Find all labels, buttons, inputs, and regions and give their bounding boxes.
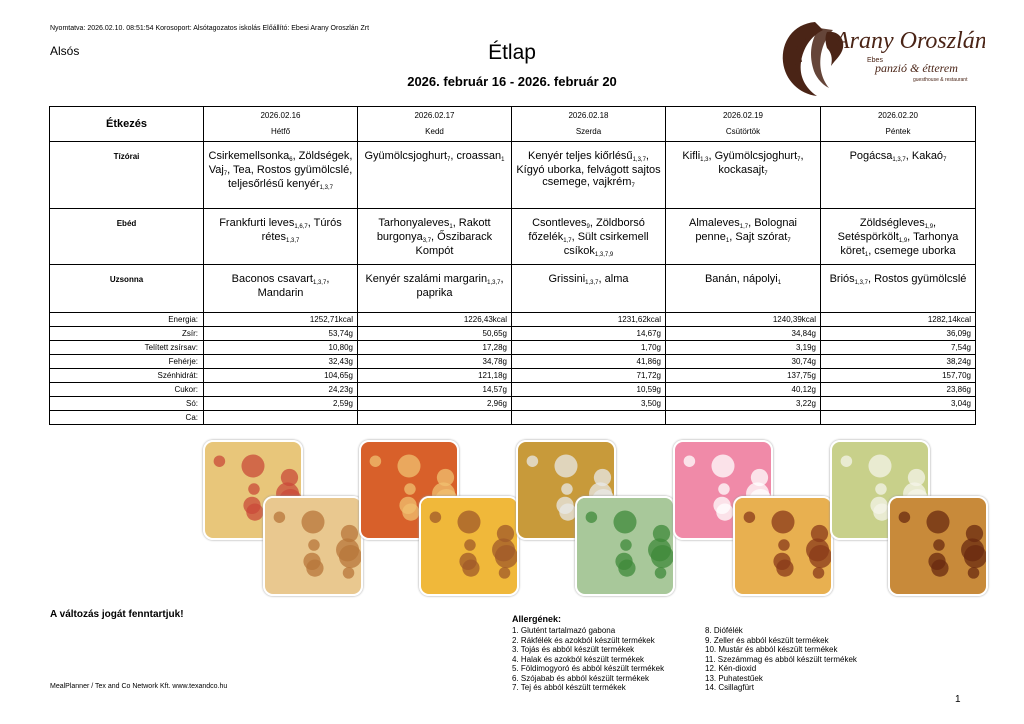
page-title: Étlap	[488, 41, 536, 64]
allergen-item: 13. Puhatestűek	[705, 673, 763, 683]
allergen-code: 1,3,7,9	[594, 252, 614, 258]
nutrition-value	[358, 411, 512, 425]
menu-table	[49, 106, 976, 425]
allergen-code: 1,3	[700, 157, 709, 163]
allergen-item: 8. Diófélék	[705, 626, 743, 635]
nutrition-row	[50, 397, 976, 411]
meal-row	[50, 265, 976, 313]
nutrition-value: 38,24g	[821, 355, 976, 369]
day-name: Csütörtök	[725, 127, 761, 136]
nutrition-value	[512, 411, 666, 425]
allergen-code: 7	[223, 171, 228, 177]
meal-item: Kenyér teljes kiőrlésű$_{1,3,7}$, Kígyó uborka, felvágott sajtos csemege, vajkrém$_7$	[512, 142, 666, 209]
change-notice: A változás jogát fenntartjuk!	[50, 609, 184, 620]
allergen-code: 1	[777, 280, 782, 286]
nutrition-label: Energia:	[50, 313, 204, 327]
meal-item: Kenyér szalámi margarin$_{1,3,7}$, paprika	[358, 265, 512, 313]
allergen-code: 7	[943, 157, 947, 163]
nutrition-value: 1231,62kcal	[512, 313, 666, 327]
nutrition-value: 53,74g	[204, 327, 358, 341]
allergen-code: 1,9	[924, 224, 934, 230]
logo-small-text: guesthouse & restaurant	[913, 77, 968, 83]
nutrition-row	[50, 355, 976, 369]
nutrition-value	[666, 411, 821, 425]
nutrition-label: Telített zsírsav:	[50, 341, 204, 355]
nutrition-value: 23,86g	[821, 383, 976, 397]
allergen-item: 2. Rákfélék és azokból készült termékek	[512, 635, 655, 645]
page-number: 1	[955, 694, 961, 705]
meal-label: Uzsonna	[50, 265, 204, 313]
nutrition-label: Fehérje:	[50, 355, 204, 369]
allergen-item: 9. Zeller és abból készült termékek	[705, 635, 829, 645]
nutrition-value: 34,84g	[666, 327, 821, 341]
nutrition-label: Cukor:	[50, 383, 204, 397]
day-name: Kedd	[425, 127, 444, 136]
nutrition-row	[50, 383, 976, 397]
nutrition-value: 104,65g	[204, 369, 358, 383]
allergen-code: 1,7	[563, 238, 572, 244]
meal-item: Gyümölcsjoghurt$_7$, croassan$_1$	[358, 142, 512, 209]
meal-item: Zöldségleves$_{1,9}$, Setéspörkölt$_{1,9}$, Tarhonya köret$_1$, csemege uborka	[821, 209, 976, 265]
day-date: 2026.02.19	[722, 111, 764, 120]
nutrition-value: 32,43g	[204, 355, 358, 369]
day-name: Szerda	[575, 127, 602, 136]
allergen-title: Allergének:	[512, 614, 562, 624]
nutrition-row	[50, 313, 976, 327]
allergen-list-right	[705, 626, 857, 693]
allergen-code: 1,3,7	[286, 238, 300, 244]
meal-item: Kifli$_{1,3}$, Gyümölcsjoghurt$_7$, kockasajt$_7$	[666, 142, 821, 209]
meal-item: Csontleves$_9$, Zöldborsó főzelék$_{1,7}$, Sült csirkemell csíkok$_{1,3,7,9}$	[512, 209, 666, 265]
meal-label: Tízórai	[50, 142, 204, 209]
logo-ebes-text: Ebes	[867, 57, 883, 64]
allergen-item: 1. Glutént tartalmazó gabona	[512, 626, 616, 635]
meal-row	[50, 142, 976, 209]
allergen-item: 6. Szójabab és abból készült termékek	[512, 673, 649, 683]
nutrition-value: 71,72g	[512, 369, 666, 383]
allergen-code: 7	[797, 157, 801, 163]
date-range: 2026. február 16 - 2026. február 20	[407, 74, 617, 89]
logo-sub-text: panzió & étterem	[875, 61, 958, 75]
nutrition-value	[204, 411, 358, 425]
nutrition-value: 1226,43kcal	[358, 313, 512, 327]
day-name: Péntek	[885, 127, 911, 136]
nutrition-value: 2,96g	[358, 397, 512, 411]
logo-main-text: Arany Oroszlán	[835, 28, 985, 54]
allergen-code: 1,3,7	[632, 157, 646, 163]
nutrition-label: Só:	[50, 397, 204, 411]
meal-item: Csirkemellsonka$_6$, Zöldségek, Vaj$_7$, Tea, Rostos gyümölcslé, teljesőrlésű kenyér$_{1,3,7}$	[204, 142, 358, 209]
green-pea-stew-photo	[575, 496, 675, 596]
footer-credit: MealPlanner / Tex and Co Network Kft. www.texandco.hu	[50, 683, 228, 690]
allergen-item: 12. Kén-dioxid	[705, 664, 757, 673]
nutrition-row	[50, 369, 976, 383]
nutrition-value: 34,78g	[358, 355, 512, 369]
meal-label: Ebéd	[50, 209, 204, 265]
allergen-item: 3. Tojás és abból készült termékek	[512, 645, 635, 654]
meal-item: Banán, nápolyi$_1$	[666, 265, 821, 313]
nutrition-row	[50, 411, 976, 425]
nutrition-value: 1,70g	[512, 341, 666, 355]
nutrition-value: 137,75g	[666, 369, 821, 383]
allergen-code: 1,3,7	[854, 280, 868, 286]
nutrition-value	[821, 411, 976, 425]
nutrition-value: 121,18g	[358, 369, 512, 383]
allergen-item: 14. Csillagfürt	[705, 683, 754, 692]
nutrition-value: 41,86g	[512, 355, 666, 369]
allergen-code: 7	[447, 157, 451, 163]
meal-header: Étkezés	[50, 107, 204, 142]
day-header	[204, 107, 358, 142]
meal-item: Tarhonyaleves$_1$, Rakott burgonya$_{3,7}$, Őszibarack Kompót	[358, 209, 512, 265]
day-header	[512, 107, 666, 142]
allergen-code: 9	[586, 224, 590, 230]
allergen-code: 3,7	[422, 238, 432, 244]
nutrition-value: 24,23g	[204, 383, 358, 397]
nutrition-value: 30,74g	[666, 355, 821, 369]
layered-potato-photo	[419, 496, 519, 596]
allergen-code: 1,9	[898, 238, 908, 244]
allergen-code: 1,3,7	[312, 280, 327, 286]
nutrition-value: 2,59g	[204, 397, 358, 411]
meal-item: Grissini$_{1,3,7}$, alma	[512, 265, 666, 313]
nutrition-value: 3,50g	[512, 397, 666, 411]
nutrition-value: 17,28g	[358, 341, 512, 355]
meal-item: Almaleves$_{1,7}$, Bolognai penne$_1$, Sajt szórat$_7$	[666, 209, 821, 265]
nutrition-value: 36,09g	[821, 327, 976, 341]
allergen-code: 1,3,7	[585, 280, 599, 286]
allergen-code: 1,3,7	[892, 157, 906, 163]
nutrition-value: 3,22g	[666, 397, 821, 411]
nutrition-value: 10,59g	[512, 383, 666, 397]
allergen-code: 1	[501, 157, 505, 163]
allergen-item: 4. Halak és azokból készült termékek	[512, 654, 645, 664]
allergen-code: 7	[631, 183, 635, 189]
allergen-item: 10. Mustár és abból készült termékek	[705, 645, 838, 654]
nutrition-label: Zsír:	[50, 327, 204, 341]
allergen-code: 7	[764, 171, 768, 177]
allergen-code: 6	[289, 157, 293, 163]
allergen-code: 1	[449, 224, 453, 230]
allergen-code: 1,7	[739, 224, 749, 230]
nutrition-value: 7,54g	[821, 341, 976, 355]
allergen-code: 7	[787, 238, 791, 244]
allergen-item: 11. Szezámmag és abból készült termékek	[705, 654, 857, 664]
bolognese-penne-photo	[733, 496, 833, 596]
day-date: 2026.02.16	[260, 111, 301, 120]
nutrition-value: 157,70g	[821, 369, 976, 383]
nutrition-value: 14,57g	[358, 383, 512, 397]
allergen-code: 1,6,7	[294, 224, 308, 230]
nutrition-label: Ca:	[50, 411, 204, 425]
nutrition-value: 3,04g	[821, 397, 976, 411]
nutrition-value: 1282,14kcal	[821, 313, 976, 327]
allergen-item: 5. Földimogyoró és abból készült termékek	[512, 664, 665, 673]
allergen-code: 1,3,7	[319, 185, 334, 191]
nutrition-row	[50, 341, 976, 355]
nutrition-value: 3,19g	[666, 341, 821, 355]
cottage-cheese-strudel-photo	[263, 496, 363, 596]
age-group-label: Alsós	[50, 44, 80, 58]
day-name: Hétfő	[270, 127, 291, 136]
nutrition-label: Szénhidrát:	[50, 369, 204, 383]
allergen-list-left	[512, 626, 664, 693]
allergen-code: 1,3,7	[487, 280, 501, 286]
print-metadata: Nyomtatva: 2026.02.10. 08:51:54 Korosoport: Alsótagozatos iskolás Előállító: Ebesi Arany Oroszlán Zrt	[50, 25, 370, 32]
day-date: 2026.02.18	[568, 111, 609, 120]
meal-item: Briós$_{1,3,7}$, Rostos gyümölcslé	[821, 265, 976, 313]
pork-stew-tarhonya-photo	[888, 496, 988, 596]
day-date: 2026.02.20	[877, 111, 919, 120]
allergen-code: 1	[864, 252, 869, 258]
nutrition-value: 40,12g	[666, 383, 821, 397]
nutrition-row	[50, 327, 976, 341]
nutrition-value: 1252,71kcal	[204, 313, 358, 327]
nutrition-value: 1240,39kcal	[666, 313, 821, 327]
meal-row	[50, 209, 976, 265]
nutrition-value: 14,67g	[512, 327, 666, 341]
day-header	[358, 107, 512, 142]
arany-oroszlan-logo	[775, 18, 985, 100]
meal-item: Baconos csavart$_{1,3,7}$, Mandarin	[204, 265, 358, 313]
day-header	[821, 107, 976, 142]
meal-item: Pogácsa$_{1,3,7}$, Kakaó$_7$	[821, 142, 976, 209]
allergen-item: 7. Tej és abból készült termékek	[512, 683, 626, 692]
nutrition-value: 10,80g	[204, 341, 358, 355]
nutrition-value: 50,65g	[358, 327, 512, 341]
day-header	[666, 107, 821, 142]
day-date: 2026.02.17	[414, 111, 455, 120]
allergen-code: 1	[725, 238, 730, 244]
meal-item: Frankfurti leves$_{1,6,7}$, Túrós rétes$_{1,3,7}$	[204, 209, 358, 265]
